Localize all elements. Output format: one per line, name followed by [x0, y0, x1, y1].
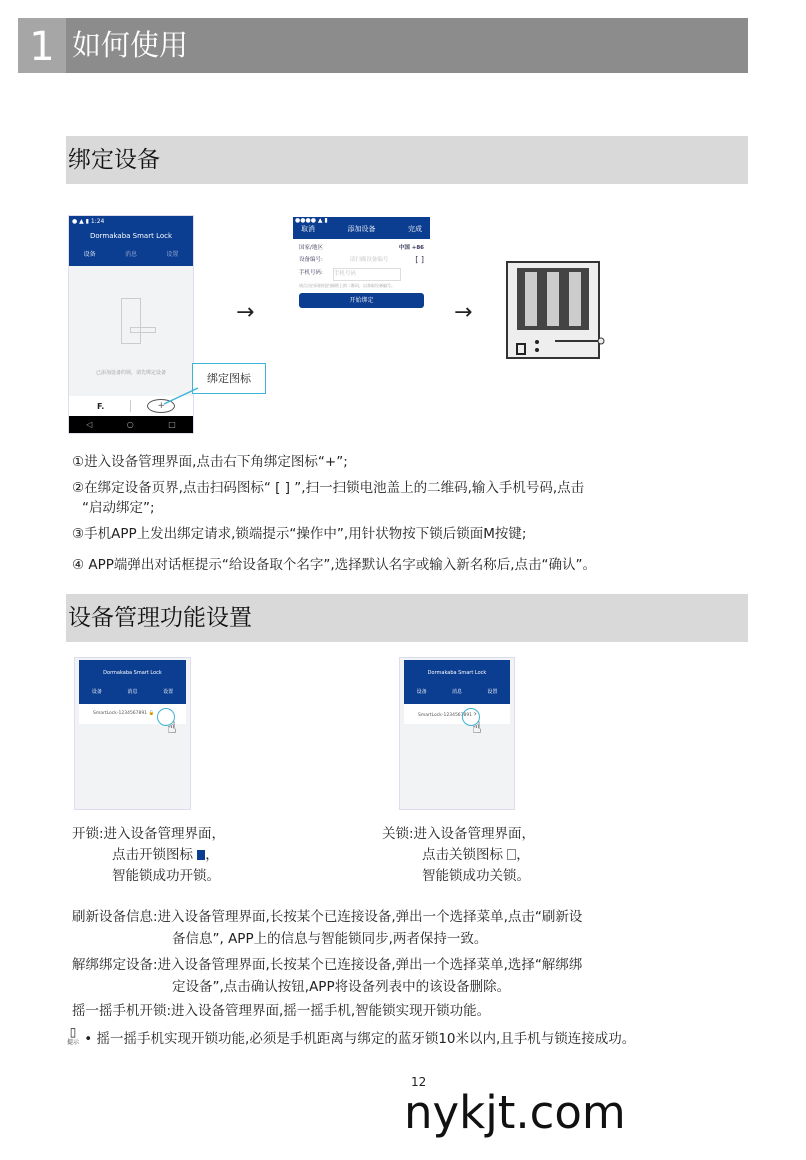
feature-label: 摇一摇手机开锁: [72, 1003, 167, 1019]
feature-text: :进入设备管理界面,长按某个已连接设备,弹出一个选择菜单,点击“刷新设: [153, 909, 583, 925]
add-device-button: +: [147, 399, 175, 413]
feature-list: [66, 906, 636, 1050]
tab-settings: 设置: [163, 689, 174, 695]
phone-screenshot-device-list: ● ▲ ▮ 1:24 Dormakaba Smart Lock 设备 消息 设置 已添加设备的锁，请先绑定设备 F. + ◁ ○ □: [68, 215, 194, 434]
callout-bind-icon: 绑定图标: [192, 363, 266, 394]
arrow-right-icon: →: [454, 300, 473, 325]
note-icon-label: 提示: [66, 1039, 79, 1046]
lock-line: :进入设备管理界面，: [409, 826, 536, 842]
device-name: SmartLock-1234567891: [93, 711, 148, 716]
tab-devices: 设备: [416, 689, 427, 695]
device-number-input: 请扫描设备编号: [349, 257, 389, 263]
lock-placeholder-icon: [121, 298, 141, 344]
tab-devices: 设备: [83, 251, 96, 258]
phone-label: 手机号码:: [299, 270, 323, 276]
tab-messages: 消息: [127, 689, 138, 695]
step-4: ④ APP端弹出对话框提示“给设备取个名字”,选择默认名字或输入新名称后,点击“确认”。: [72, 557, 596, 573]
hand-pointer-icon: ☝: [167, 718, 177, 737]
feature-text: :进入设备管理界面,摇一摇手机,智能锁实现开锁功能。: [166, 1003, 491, 1019]
unlock-line: 智能锁成功开锁。: [112, 868, 220, 884]
feature-text: 定设备”,点击确认按钮,APP将设备列表中的该设备删除。: [172, 979, 511, 995]
tab-settings: 设置: [487, 689, 498, 695]
home-icon: ○: [126, 420, 134, 429]
tab-messages: 消息: [451, 689, 462, 695]
recent-icon: □: [168, 420, 176, 429]
app-title: Dormakaba Smart Lock: [103, 670, 162, 676]
step-1: ①进入设备管理界面,点击右下角绑定图标“+”;: [72, 454, 348, 470]
region-value: 中国 +86: [398, 245, 424, 251]
step-2: ②在绑定设备页界,点击扫码图标“ [ ] ”,扫一扫锁电池盖上的二维码,输入手机号码,点击: [72, 480, 585, 496]
device-number-label: 设备编号:: [299, 257, 323, 263]
page-number: 12: [411, 1075, 427, 1089]
step-3: ③手机APP上发出绑定请求,锁端提示“操作中”,用针状物按下锁后锁面M按键;: [72, 526, 527, 542]
note-icon: ▯ 提示: [66, 1025, 79, 1046]
lock-label: 关锁: [382, 826, 409, 842]
chapter-number: 1: [18, 18, 66, 73]
tab-messages: 消息: [124, 251, 137, 258]
lock-line: 点击关锁图标: [422, 847, 503, 863]
phone-screenshot-unlock: [74, 657, 191, 810]
tab-devices: 设备: [91, 689, 102, 695]
app-title: Dormakaba Smart Lock: [427, 670, 487, 676]
chapter-title: 如何使用: [66, 18, 748, 73]
add-device-title: 添加设备: [347, 225, 376, 233]
step-2-cont: “启动绑定”;: [82, 500, 155, 516]
back-icon: ◁: [86, 420, 93, 429]
phone-screenshot-add-device: ●●●● ▲ ▮ 取消 添加设备 完成 国家/地区 中国 +86 设备编号: 请扫描设备编号 [ ] 手机号码: 手机号码 请点击扫码按钮扫描锁上的二维码，以获取设备编号。 开始绑定: [293, 217, 430, 329]
unlock-line: :进入设备管理界面，: [99, 826, 226, 842]
phone-screenshot-lock: Dormakaba Smart Lock 设备 消息 设置 SmartLock-1234567891 › ☝: [399, 657, 515, 810]
lock-line: 智能锁成功关锁。: [422, 868, 530, 884]
feature-text: 备信息”, APP上的信息与智能锁同步,两者保持一致。: [172, 931, 488, 947]
cancel-button: 取消: [301, 225, 315, 233]
start-binding-button: 开始绑定: [299, 293, 424, 308]
done-button: 完成: [408, 225, 422, 233]
callout-pointer: [150, 380, 210, 410]
hand-pointer-icon: ☝: [472, 718, 482, 737]
unlock-line: 点击开锁图标: [112, 847, 193, 863]
hint-text: 请点击扫码按钮扫描锁上的二维码，以获取设备编号。: [299, 283, 395, 288]
region-label: 国家/地区: [299, 245, 323, 251]
binding-steps: [72, 452, 596, 575]
lock-battery-image: [505, 260, 607, 360]
lock-description: [382, 824, 535, 887]
section-title-management: 设备管理功能设置: [66, 594, 748, 642]
app-title: Dormakaba Smart Lock: [89, 232, 173, 240]
note-text: • 摇一摇手机实现开锁功能,必须是手机距离与绑定的蓝牙锁10米以内,且手机与锁连接成功。: [84, 1031, 636, 1047]
comma: ，: [205, 847, 219, 863]
scan-icon: [ ]: [415, 255, 424, 264]
lock-icon: 🔓: [148, 711, 155, 716]
lock-icon: [507, 849, 516, 860]
device-icon: F.: [97, 401, 105, 411]
unlock-description: [72, 824, 225, 887]
feature-label: 解绑绑定设备: [72, 957, 153, 973]
empty-text: 已添加设备的锁，请先绑定设备: [95, 370, 166, 376]
device-name: SmartLock-1234567891: [418, 713, 473, 718]
feature-text: :进入设备管理界面,长按某个已连接设备,弹出一个选择菜单,选择“解绑绑: [153, 957, 583, 973]
watermark: nykjt.com: [404, 1086, 626, 1139]
feature-label: 刷新设备信息: [72, 909, 153, 925]
comma: ，: [516, 847, 530, 863]
phone-input: 手机号码: [333, 268, 401, 281]
section-title-bind: 绑定设备: [66, 136, 748, 184]
unlock-label: 开锁: [72, 826, 99, 842]
tab-settings: 设置: [166, 251, 179, 258]
arrow-right-icon: →: [236, 300, 255, 325]
